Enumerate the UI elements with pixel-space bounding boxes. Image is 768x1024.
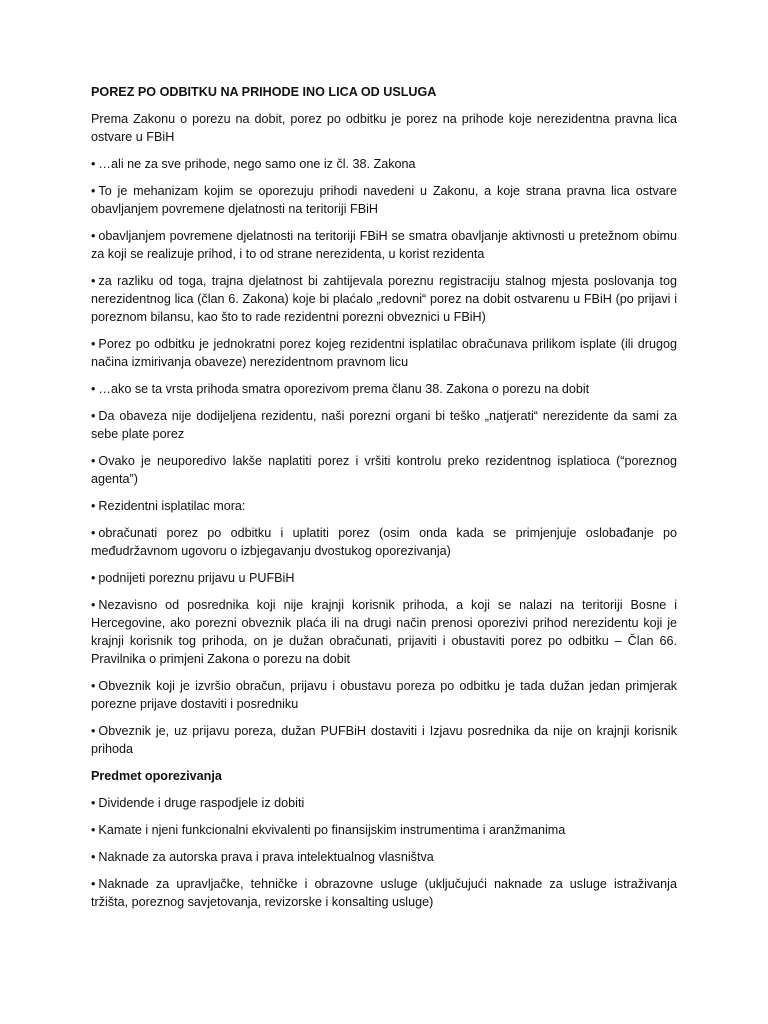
bullet-list-main xyxy=(91,155,677,758)
list-item xyxy=(91,227,677,263)
list-item xyxy=(91,380,677,398)
list-item xyxy=(91,182,677,218)
list-item-text: za razliku od toga, trajna djelatnost bi zahtijevala poreznu registraciju stalnog mjesta poslovanja tog nerezidentnog lica (član 6. Zakona) koje bi plaćalo „redovni“ porez na dobit ostvarenu u FBiH (po prijavi i poreznom bilansu, kao što to rade rezidentni porezni obveznici u FBiH) xyxy=(91,274,677,324)
list-item xyxy=(91,596,677,668)
list-item xyxy=(91,272,677,326)
bullet-icon: • xyxy=(91,598,96,612)
list-item-text: Obveznik koji je izvršio obračun, prijavu i obustavu poreza po odbitku je tada dužan jedan primjerak porezne prijave dostaviti i posredniku xyxy=(91,679,677,711)
list-item-text: Dividende i druge raspodjele iz dobiti xyxy=(98,796,305,810)
list-item-text: Nezavisno od posrednika koji nije krajnji korisnik prihoda, a koji se nalazi na teritoriji Bosne i Hercegovine, ako porezni obveznik plaća ili na drugi način prenosi oporezivi prihod nerezidentu koji je krajnji korisnik tog prihoda, on je dužan obračunati, prijaviti i obustaviti porez po odbitku – Član 66. Pravilnika o primjeni Zakona o porezu na dobit xyxy=(91,598,677,666)
list-item xyxy=(91,848,677,866)
bullet-icon: • xyxy=(91,571,96,585)
bullet-icon: • xyxy=(91,454,96,468)
bullet-icon: • xyxy=(91,526,96,540)
bullet-list-subject xyxy=(91,794,677,911)
list-item xyxy=(91,821,677,839)
bullet-icon: • xyxy=(91,229,96,243)
list-item-text: To je mehanizam kojim se oporezuju prihodi navedeni u Zakonu, a koje strana pravna lica ostvare obavljanjem povremene djelatnosti na teritoriji FBiH xyxy=(91,184,677,216)
bullet-icon: • xyxy=(91,499,96,513)
list-item xyxy=(91,335,677,371)
intro-paragraph: Prema Zakonu o porezu na dobit, porez po odbitku je porez na prihode koje nerezidentna pravna lica ostvare u FBiH xyxy=(91,112,677,144)
list-item xyxy=(91,677,677,713)
list-item-text: obavljanjem povremene djelatnosti na teritoriji FBiH se smatra obavljanje aktivnosti u pretežnom obimu za koji se realizuje prihod, i to od strane nerezidenta, u korist rezidenta xyxy=(91,229,677,261)
list-item xyxy=(91,569,677,587)
bullet-icon: • xyxy=(91,850,96,864)
list-item-text: podnijeti poreznu prijavu u PUFBiH xyxy=(98,571,295,585)
bullet-icon: • xyxy=(91,823,96,837)
list-item-text: Da obaveza nije dodijeljena rezidentu, naši porezni organi bi teško „natjerati“ nerezidente da sami za sebe plate porez xyxy=(91,409,677,441)
list-item xyxy=(91,155,677,173)
list-item-text: …ali ne za sve prihode, nego samo one iz čl. 38. Zakona xyxy=(98,157,416,171)
document-page xyxy=(91,83,677,920)
bullet-icon: • xyxy=(91,382,96,396)
list-item-text: Obveznik je, uz prijavu poreza, dužan PUFBiH dostaviti i Izjavu posrednika da nije on krajnji korisnik prihoda xyxy=(91,724,677,756)
bullet-icon: • xyxy=(91,157,96,171)
list-item-text: Kamate i njeni funkcionalni ekvivalenti po finansijskim instrumentima i aranžmanima xyxy=(98,823,566,837)
list-item-text: Porez po odbitku je jednokratni porez kojeg rezidentni isplatilac obračunava prilikom isplate (ili drugog načina izmirivanja obaveze) nerezidentnom pravnom licu xyxy=(91,337,677,369)
list-item xyxy=(91,497,677,515)
list-item xyxy=(91,524,677,560)
list-item xyxy=(91,722,677,758)
list-item-text: Naknade za upravljačke, tehničke i obrazovne usluge (uključujući naknade za usluge istraživanja tržišta, poreznog savjetovanja, revizorske i konsalting usluge) xyxy=(91,877,677,909)
list-item xyxy=(91,452,677,488)
list-item-text: obračunati porez po odbitku i uplatiti porez (osim onda kada se primjenjuje oslobađanje po međudržavnom ugovoru o izbjegavanju dvostukog oporezivanja) xyxy=(91,526,677,558)
list-item-text: Naknade za autorska prava i prava intelektualnog vlasništva xyxy=(98,850,434,864)
list-item xyxy=(91,794,677,812)
bullet-icon: • xyxy=(91,409,96,423)
bullet-icon: • xyxy=(91,724,96,738)
list-item xyxy=(91,407,677,443)
bullet-icon: • xyxy=(91,796,96,810)
bullet-icon: • xyxy=(91,679,96,693)
bullet-icon: • xyxy=(91,184,96,198)
list-item-text: Rezidentni isplatilac mora: xyxy=(98,499,246,513)
list-item-text: Ovako je neuporedivo lakše naplatiti porez i vršiti kontrolu preko rezidentnog isplatioca (“poreznog agenta”) xyxy=(91,454,677,486)
section-title: Predmet oporezivanja xyxy=(91,769,222,783)
document-title: POREZ PO ODBITKU NA PRIHODE INO LICA OD USLUGA xyxy=(91,85,437,99)
bullet-icon: • xyxy=(91,877,96,891)
list-item xyxy=(91,875,677,911)
bullet-icon: • xyxy=(91,274,96,288)
bullet-icon: • xyxy=(91,337,96,351)
list-item-text: …ako se ta vrsta prihoda smatra oporezivom prema članu 38. Zakona o porezu na dobit xyxy=(98,382,590,396)
